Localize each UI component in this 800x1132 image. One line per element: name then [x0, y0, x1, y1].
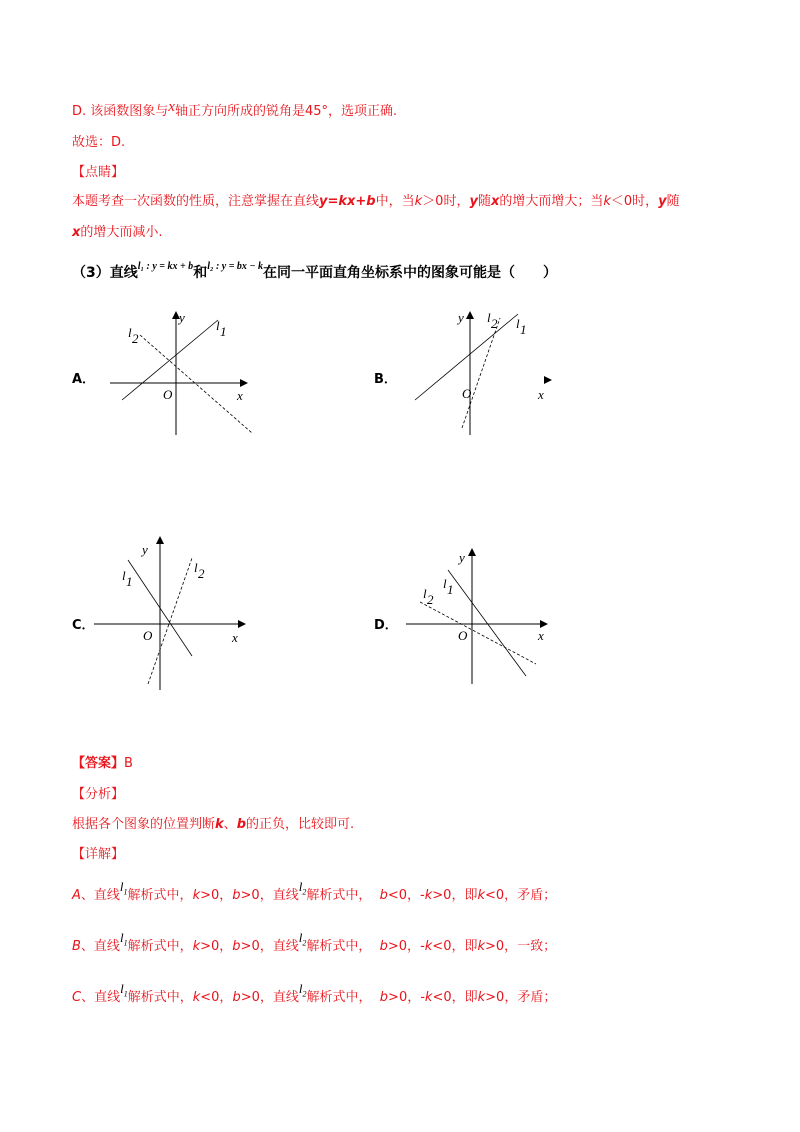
text: 中，当 — [375, 194, 415, 209]
text: <0，矛盾； — [484, 888, 557, 903]
text: D. 该函数图象与 — [72, 104, 169, 119]
y-label-b: y — [458, 310, 464, 325]
text: >0，直线 — [240, 888, 299, 903]
l2-subscript-b: 2 — [491, 316, 498, 331]
l2-symbol: $l_2$ — [298, 879, 307, 897]
text: 随 — [666, 194, 680, 209]
text: ＜0时， — [610, 194, 659, 209]
l2-symbol: $l_2$ — [298, 930, 307, 948]
text: >0，直线 — [240, 939, 299, 954]
l2-subscript: 2 — [132, 331, 139, 346]
x-symbol: x — [72, 225, 81, 240]
x-symbol: x — [168, 99, 175, 115]
x-symbol: x — [490, 194, 500, 209]
line-l2-formula: l₂ : y = bx − k — [207, 261, 263, 272]
y-label-c: y — [142, 542, 148, 557]
l1-label-b: l — [516, 316, 520, 331]
x-label: x — [237, 388, 243, 403]
l2-label-d: l — [423, 586, 427, 601]
answer-value: B — [124, 756, 133, 771]
text: 解析式中， — [127, 990, 193, 1005]
option-letter: A — [72, 888, 81, 903]
text: 在同一平面直角坐标系中的图象可能是（ ） — [262, 265, 557, 281]
text: >0，直线 — [240, 990, 299, 1005]
k-symbol: k — [477, 939, 485, 954]
k-symbol: k — [414, 194, 423, 209]
l1-subscript-d: 1 — [447, 582, 454, 597]
text: <0， — [387, 888, 421, 903]
neg-k-symbol: -k — [420, 888, 433, 903]
line-l2 — [140, 335, 252, 433]
text: 的正负，比较即可. — [246, 817, 355, 832]
text: 解析式中， — [306, 990, 372, 1005]
text: 、直线 — [80, 939, 120, 954]
option-b-label: B． — [374, 372, 397, 387]
x-label-d: x — [538, 628, 544, 643]
origin-label-c: O — [143, 628, 153, 643]
text: <0， — [200, 990, 233, 1005]
origin-label-b: O — [462, 386, 472, 401]
line-l2-c — [148, 558, 192, 684]
b-symbol: b — [379, 939, 388, 954]
text: 、直线 — [80, 888, 120, 903]
text: 本题考查一次函数的性质，注意掌握在直线 — [72, 194, 320, 209]
text: >0， — [388, 990, 421, 1005]
y-label: y — [179, 310, 185, 325]
text: >0， — [387, 939, 421, 954]
text: >0，即 — [432, 888, 478, 903]
l1-label: l — [216, 318, 220, 333]
option-d-label: D． — [374, 618, 398, 633]
option-letter: C — [72, 990, 82, 1005]
text: 轴正方向所成的锐角是45°，选项正确. — [174, 104, 398, 119]
comment-heading: 【点睛】 — [72, 165, 125, 180]
text: <0，即 — [432, 939, 478, 954]
line-l1-formula: l₁ : y = kx + b — [137, 261, 194, 272]
l1-subscript-c: 1 — [126, 574, 133, 589]
choose-line: 故选：D. — [72, 135, 126, 150]
origin-label-d: O — [458, 628, 468, 643]
k-symbol: k — [477, 888, 485, 903]
l2-subscript-c: 2 — [198, 566, 205, 581]
text: ＞0时， — [422, 194, 470, 209]
k-symbol: k — [192, 990, 201, 1005]
b-symbol: b — [232, 939, 241, 954]
k-symbol: k — [603, 194, 611, 209]
l2-symbol: $l_2$ — [298, 981, 307, 999]
text: 的增大而减小. — [80, 225, 163, 240]
text: 、直线 — [81, 990, 121, 1005]
y-label-d: y — [459, 550, 465, 565]
x-label-b: x — [538, 387, 544, 402]
detail-row-a — [72, 879, 557, 905]
detail-row-b — [72, 930, 557, 956]
l1-symbol: $l_1$ — [119, 930, 128, 948]
l1-subscript: 1 — [220, 324, 227, 339]
option-letter: B — [72, 939, 81, 954]
text: >0，矛盾； — [485, 990, 557, 1005]
text: 解析式中， — [306, 888, 372, 903]
l1-symbol: $l_1$ — [119, 879, 128, 897]
text: 和 — [193, 265, 208, 281]
text: >0， — [200, 939, 233, 954]
line-l2-b — [462, 318, 500, 428]
l1-label-d: l — [443, 576, 447, 591]
text: <0，即 — [432, 990, 478, 1005]
k-symbol: k — [477, 990, 486, 1005]
neg-k-symbol: -k — [420, 990, 433, 1005]
b-symbol: b — [379, 990, 389, 1005]
text: 随 — [477, 194, 491, 209]
text: 根据各个图象的位置判断 — [72, 817, 216, 832]
k-symbol: k — [215, 817, 224, 832]
text: >0，一致； — [485, 939, 557, 954]
text: 解析式中， — [127, 888, 193, 903]
b-symbol: b — [236, 817, 246, 832]
k-symbol: k — [192, 888, 201, 903]
l2-label: l — [128, 325, 132, 340]
text: >0， — [200, 888, 233, 903]
equation: y=kx+b — [319, 194, 376, 209]
l1-symbol: $l_1$ — [120, 981, 128, 999]
text: 解析式中， — [127, 939, 193, 954]
l2-subscript-d: 2 — [427, 592, 434, 607]
l2-label-b: l — [487, 310, 491, 325]
option-c-label: C． — [72, 618, 95, 633]
l2-label-c: l — [194, 560, 198, 575]
origin-label: O — [163, 387, 173, 402]
b-symbol: b — [232, 888, 241, 903]
answer-line — [72, 752, 133, 771]
analysis-heading: 【分析】 — [72, 787, 125, 802]
text: 、 — [223, 817, 237, 832]
neg-k-symbol: -k — [420, 939, 433, 954]
line-l1-d — [448, 570, 526, 676]
analysis-text — [72, 813, 354, 832]
detail-heading: 【详解】 — [72, 847, 125, 862]
b-symbol: b — [379, 888, 388, 903]
text: （3）直线 — [72, 265, 138, 281]
y-symbol: y — [469, 194, 478, 209]
answer-heading: 【答案】 — [72, 756, 125, 771]
text: 解析式中， — [306, 939, 372, 954]
k-symbol: k — [192, 939, 201, 954]
detail-row-c — [72, 981, 557, 1007]
text: 的增大而增大；当 — [499, 194, 604, 209]
y-symbol: y — [658, 194, 667, 209]
b-symbol: b — [232, 990, 241, 1005]
l1-subscript-b: 1 — [520, 322, 527, 337]
l1-label-c: l — [122, 568, 126, 583]
x-label-c: x — [232, 630, 238, 645]
option-a-label: A． — [72, 372, 96, 387]
